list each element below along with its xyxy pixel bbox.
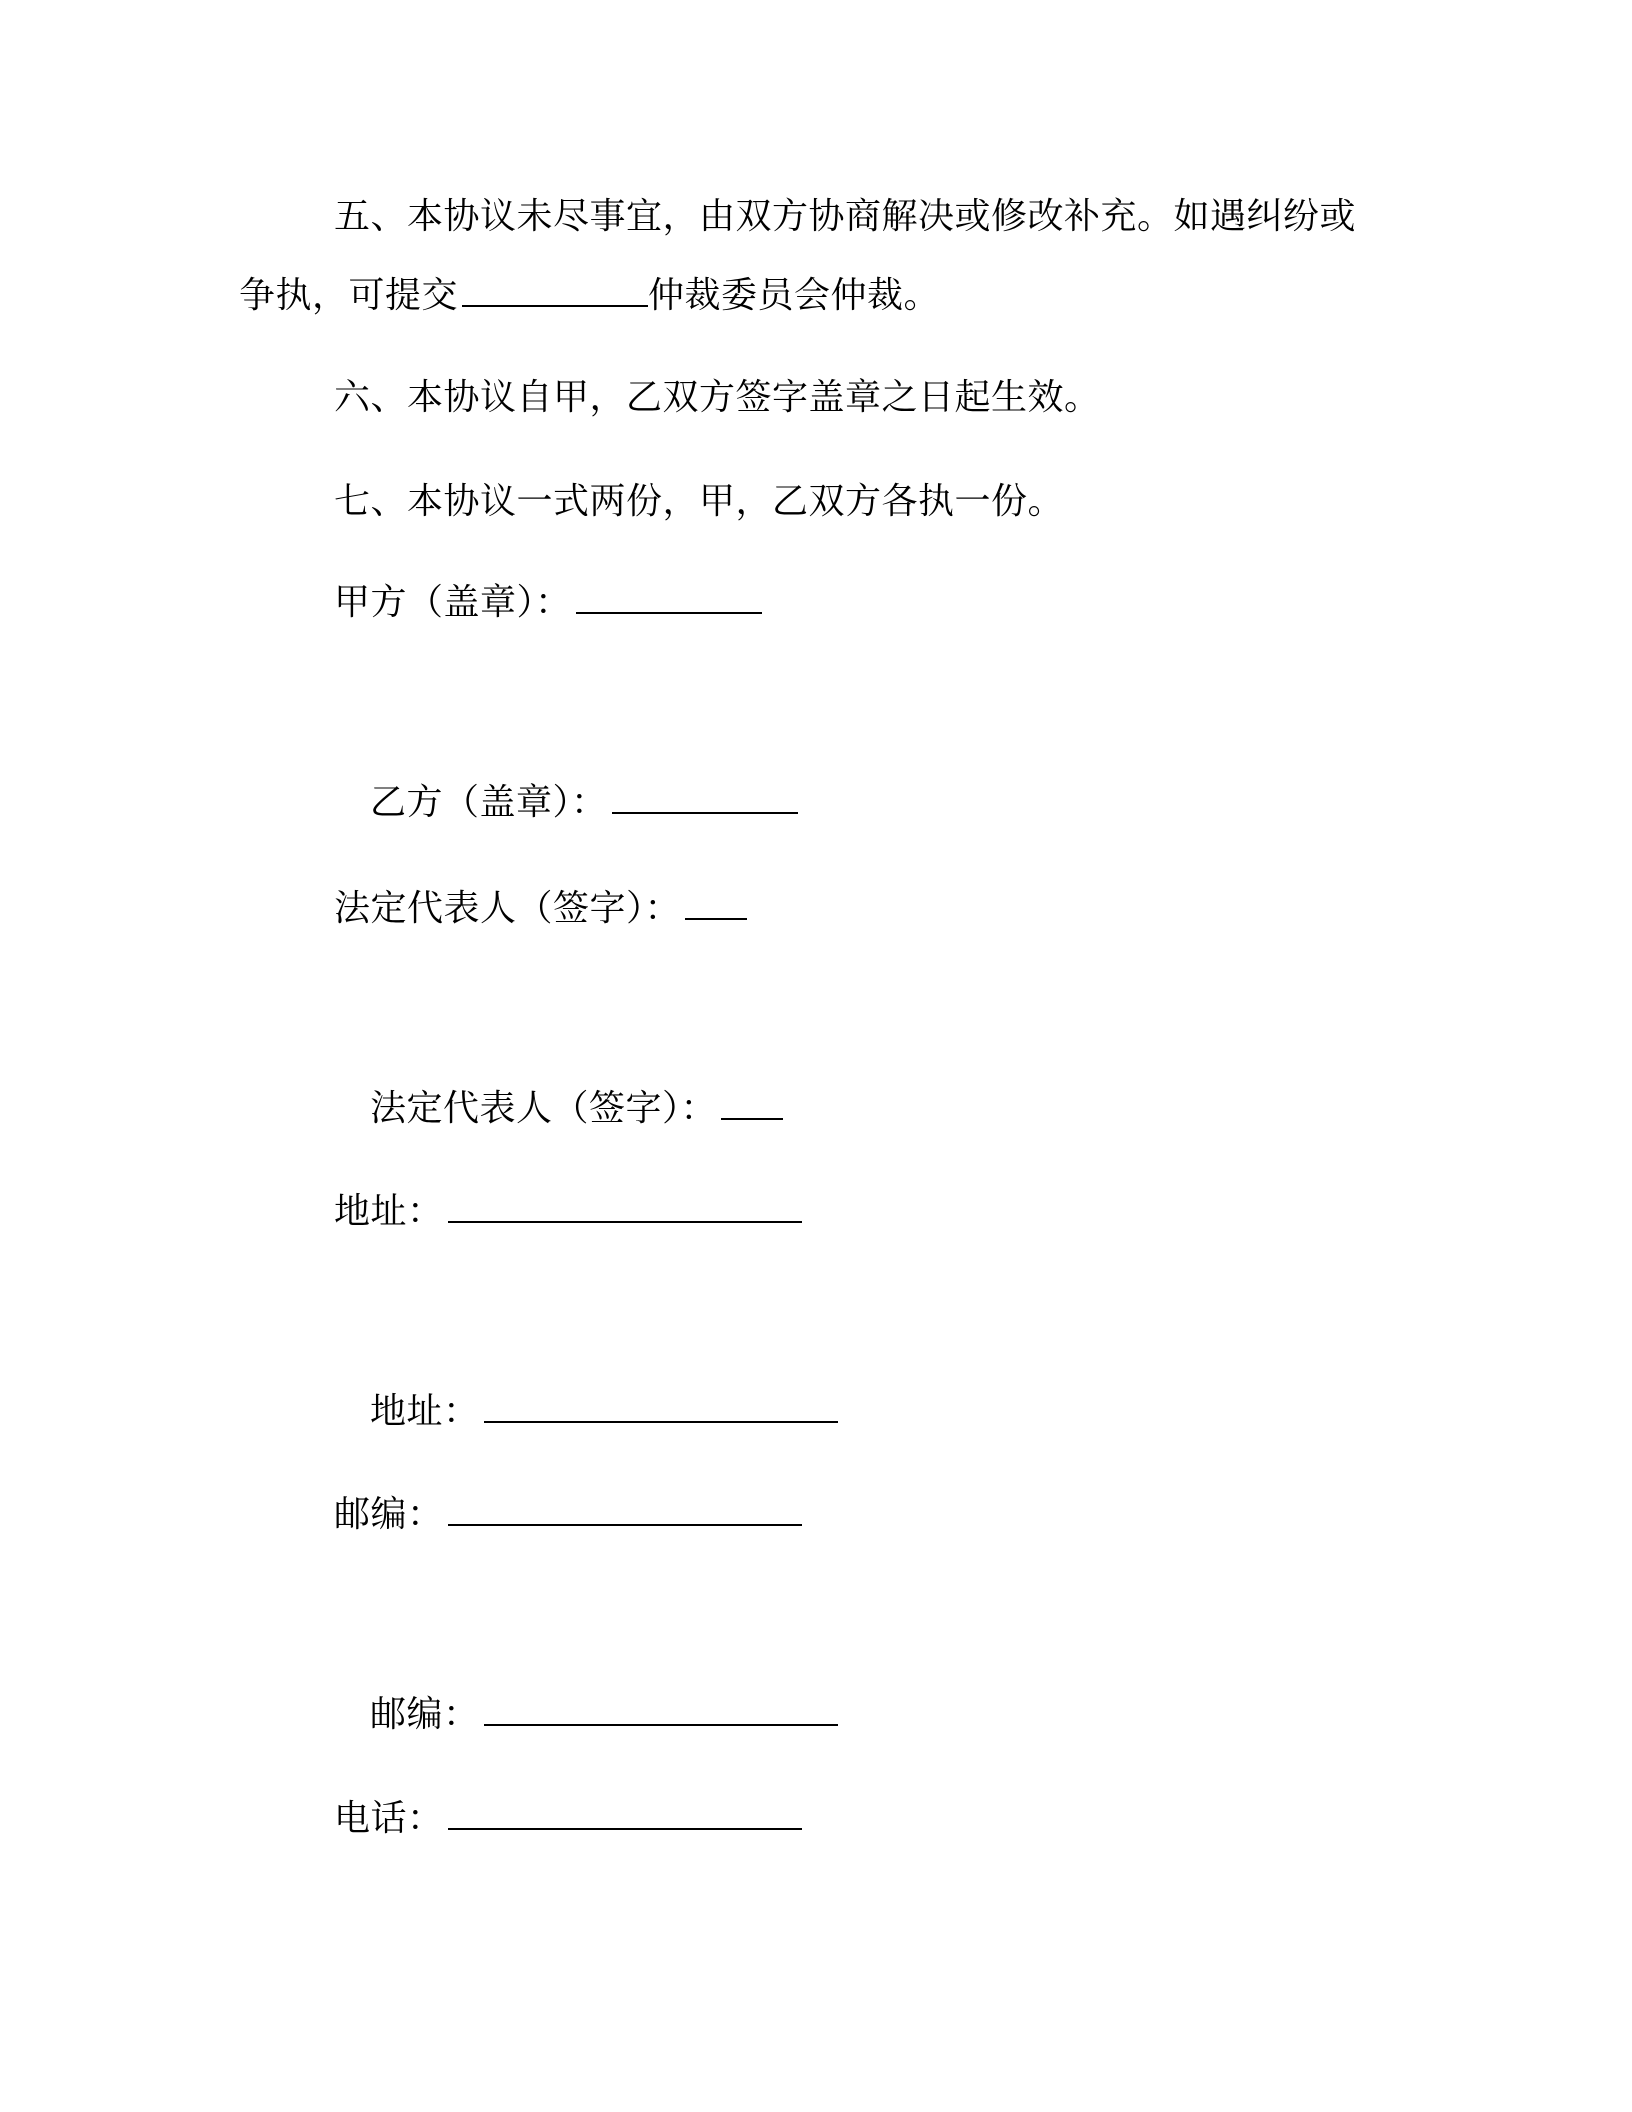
- clause-5-continuation: 争执，可提交: [239, 275, 459, 316]
- party-a-postcode-label: 邮编：: [334, 1494, 444, 1535]
- party-a-seal-blank[interactable]: [576, 578, 762, 614]
- arbitration-committee-blank[interactable]: [462, 271, 648, 307]
- party-a-postcode-blank[interactable]: [448, 1490, 802, 1526]
- party-a-rep-label: 法定代表人（签字）：: [334, 888, 682, 929]
- party-a-phone-blank[interactable]: [448, 1794, 802, 1830]
- party-b-postcode: [370, 1690, 838, 1739]
- party-a-rep-blank[interactable]: [685, 884, 747, 920]
- party-b-rep-blank[interactable]: [721, 1084, 783, 1120]
- party-b-address-label: 地址：: [370, 1391, 480, 1432]
- party-a-address-blank[interactable]: [448, 1187, 802, 1223]
- clause-6-text: 六、本协议自甲，乙双方签字盖章之日起生效。: [334, 377, 1101, 418]
- clause-5-line-2: [239, 271, 940, 320]
- clause-5-ending: 仲裁委员会仲裁。: [648, 275, 941, 316]
- clause-7-text: 七、本协议一式两份，甲，乙双方各执一份。: [334, 481, 1065, 522]
- party-a-address-label: 地址：: [334, 1191, 444, 1232]
- clause-5-line-1: [334, 193, 1356, 241]
- party-b-postcode-label: 邮编：: [370, 1694, 480, 1735]
- party-a-address: [334, 1187, 802, 1236]
- party-a-seal-label: 甲方（盖章）：: [334, 582, 572, 623]
- party-b-seal-label: 乙方（盖章）：: [370, 782, 608, 823]
- party-b-address-blank[interactable]: [484, 1387, 838, 1423]
- party-a-phone: [334, 1794, 802, 1843]
- clause-6: [334, 374, 1101, 422]
- party-a-postcode: [334, 1490, 802, 1539]
- clause-5-text: 五、本协议未尽事宜，由双方协商解决或修改补充。如遇纠纷或: [334, 196, 1357, 237]
- party-a-representative: [334, 884, 747, 933]
- party-b-address: [370, 1387, 838, 1436]
- party-b-rep-label: 法定代表人（签字）：: [370, 1088, 718, 1129]
- clause-7: [334, 478, 1064, 526]
- party-a-seal: [334, 578, 762, 627]
- party-a-phone-label: 电话：: [334, 1798, 444, 1839]
- party-b-postcode-blank[interactable]: [484, 1690, 838, 1726]
- party-b-seal-blank[interactable]: [612, 778, 798, 814]
- party-b-representative: [370, 1084, 783, 1133]
- party-b-seal: [370, 778, 798, 827]
